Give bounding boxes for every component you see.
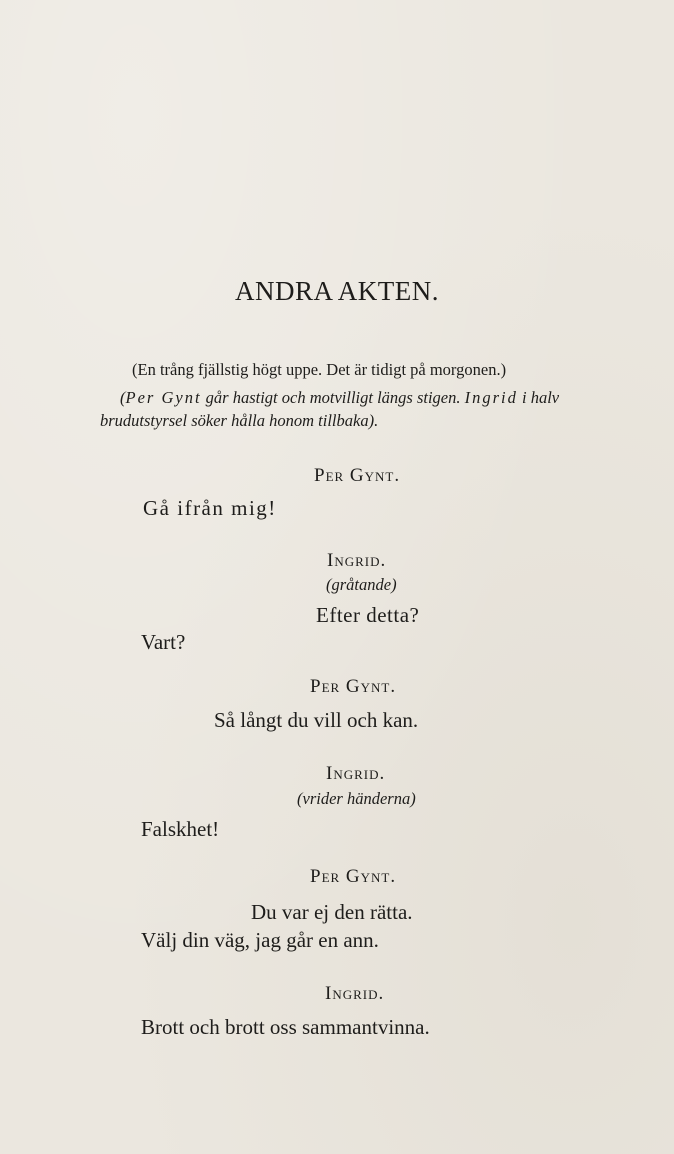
stage-direction-paren: ( [120, 388, 126, 407]
speaker-direction: (vrider händerna) [297, 789, 416, 808]
speaker-name: Per Gynt. [314, 465, 401, 486]
act-title: ANDRA AKTEN. [234, 276, 439, 306]
stage-direction-setting: (En trång fjällstig högt uppe. Det är tidigt på morgonen.) [132, 360, 507, 379]
dialogue-line: Efter detta? [316, 603, 420, 627]
dialogue-line: Du var ej den rätta. [251, 900, 413, 924]
speaker-name: Ingrid. [327, 550, 387, 571]
dialogue-line: Falskhet! [141, 817, 220, 841]
dialogue-line: Välj din väg, jag går en ann. [141, 928, 379, 952]
speaker-name: Per Gynt. [310, 676, 397, 697]
stage-direction-text: går hastigt och motvilligt längs stigen. [201, 388, 465, 407]
stage-direction-text: i halv [517, 388, 560, 407]
speaker-name: Ingrid. [326, 763, 386, 784]
character-name-per-gynt: Per Gynt [125, 388, 202, 407]
character-name-ingrid: Ingrid [464, 388, 518, 407]
dialogue-line: Så långt du vill och kan. [214, 708, 419, 732]
speaker-name: Ingrid. [325, 983, 385, 1004]
speaker-direction: (gråtande) [326, 575, 397, 594]
stage-direction-action-line-2: brudutstyrsel söker hålla honom tillbaka). [100, 411, 379, 430]
speaker-name: Per Gynt. [310, 866, 397, 887]
dialogue-line: Brott och brott oss sammantvinna. [141, 1015, 430, 1039]
stage-direction-action-line-1 [120, 388, 559, 408]
dialogue-line: Gå ifrån mig! [143, 496, 277, 520]
dialogue-line: Vart? [141, 630, 186, 654]
